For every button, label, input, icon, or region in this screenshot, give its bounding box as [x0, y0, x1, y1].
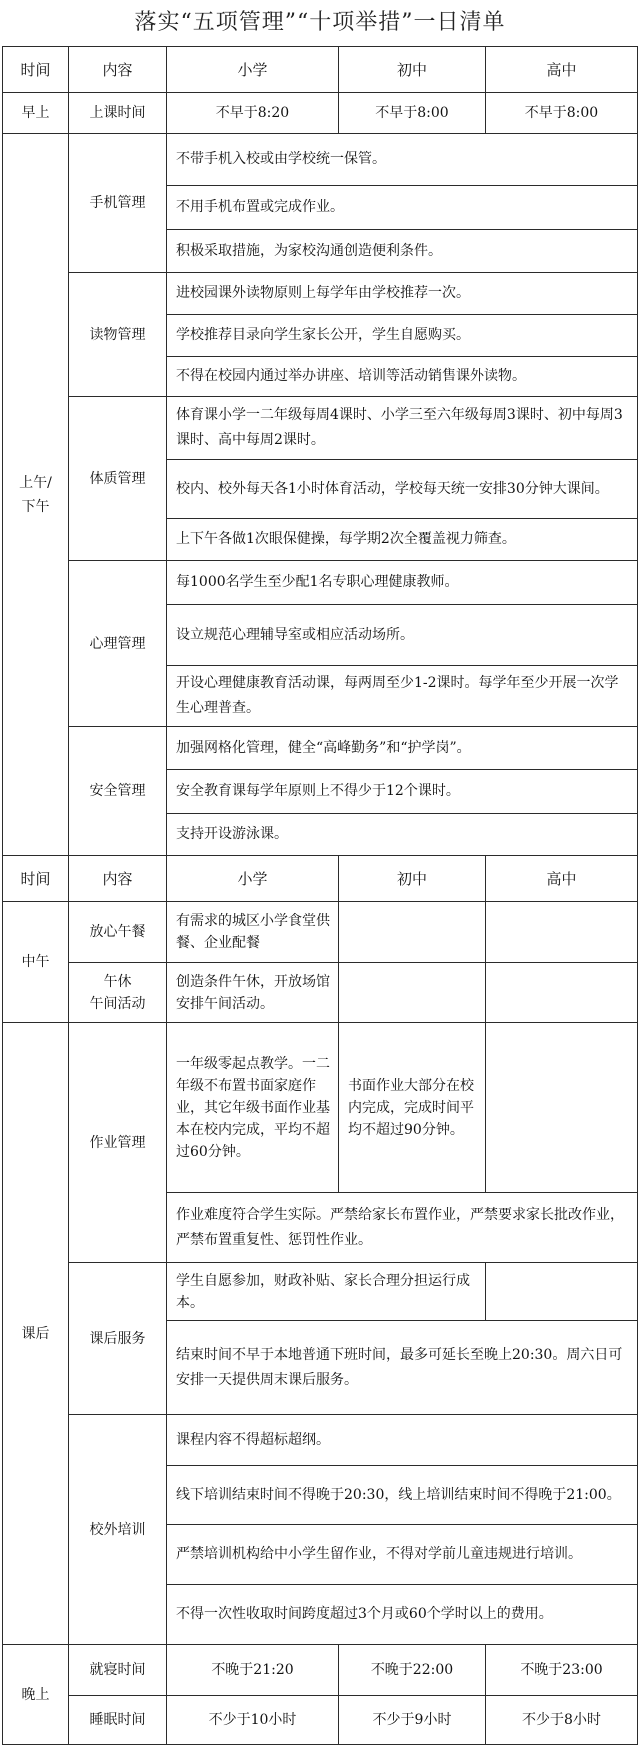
value-primary: 有需求的城区小学食堂供餐、企业配餐 [176, 913, 330, 951]
value-junior: 不早于8:00 [375, 105, 449, 121]
rule-line: 加强网格化管理，健全“高峰勤务”和“护学岗”。 [176, 739, 471, 756]
item-daytime: 安全管理 [89, 783, 146, 799]
rule-line: 安全教育课每学年原则上不得少于12个课时。 [176, 783, 460, 799]
header-junior: 初中 [396, 60, 427, 79]
value-primary: 不早于8:20 [215, 105, 290, 121]
item-daytime: 手机管理 [89, 195, 146, 211]
item-class-start: 上课时间 [89, 105, 146, 121]
period-daytime: 上午/ 下午 [19, 474, 52, 515]
table-rule [637, 92, 638, 134]
header-primary: 小学 [237, 869, 268, 888]
item-after-service: 课后服务 [89, 1330, 146, 1347]
rule-line: 设立规范心理辅导室或相应活动场所。 [176, 626, 414, 643]
header-primary: 小学 [237, 60, 268, 79]
value-primary: 不晚于21:20 [211, 1662, 294, 1678]
value-senior: 不少于8小时 [522, 1712, 601, 1728]
rule-line: 不得在校园内通过举办讲座、培训等活动销售课外读物。 [176, 368, 526, 384]
rule-line: 课程内容不得超标超纲。 [176, 1431, 330, 1448]
period-evening: 晚上 [21, 1686, 50, 1703]
rule-line: 严禁培训机构给中小学生留作业，不得对学前儿童违规进行培训。 [176, 1546, 582, 1562]
value-primary: 创造条件午休，开放场馆安排午间活动。 [176, 973, 330, 1012]
item-homework: 作业管理 [89, 1134, 146, 1151]
table-rule [637, 46, 638, 93]
header-senior: 高中 [546, 869, 577, 888]
table-rule [637, 1022, 638, 1645]
value-senior: 不早于8:00 [524, 105, 599, 121]
table-rule [485, 1262, 486, 1321]
rule-line: 支持开设游泳课。 [176, 826, 288, 842]
header-senior: 高中 [546, 60, 577, 79]
value-primary: 不少于10小时 [208, 1712, 297, 1728]
rule-line: 不带手机入校或由学校统一保管。 [176, 151, 386, 167]
value-junior: 书面作业大部分在校内完成，完成时间平均不超过90分钟。 [348, 1077, 474, 1138]
item-daytime: 心理管理 [89, 635, 146, 652]
header-junior: 初中 [396, 869, 427, 888]
table-rule [637, 133, 638, 856]
header-content: 内容 [102, 60, 133, 79]
rule-line: 开设心理健康教育活动课，每两周至少1-2课时。每学年至少开展一次学生心理普查。 [176, 675, 619, 716]
item-lunch: 放心午餐 [89, 924, 146, 940]
value-junior: 不少于9小时 [372, 1712, 452, 1728]
rule-line: 上下午各做1次眼保健操，每学期2次全覆盖视力筛查。 [176, 531, 516, 547]
period-morning: 早上 [21, 105, 50, 121]
rule-line: 每1000名学生至少配1名专职心理健康教师。 [176, 574, 459, 590]
item-training: 校外培训 [89, 1521, 146, 1538]
value-primary-junior: 学生自愿参加，财政补贴、家长合理分担运行成本。 [176, 1272, 470, 1311]
rule-line: 作业难度符合学生实际。严禁给家长布置作业，严禁要求家长批改作业，严禁布置重复性、惩罚性作业。 [176, 1206, 624, 1248]
value-senior: 不晚于23:00 [520, 1662, 603, 1678]
rule-line: 学校推荐目录向学生家长公开，学生自愿购买。 [176, 327, 470, 343]
item-sleep: 睡眠时间 [89, 1712, 146, 1728]
header-time: 时间 [20, 869, 51, 888]
item-daytime: 体质管理 [89, 470, 146, 487]
rule-line: 体育课小学一二年级每周4课时、小学三至六年级每周3课时、初中每周3课时、高中每周2课时。 [176, 407, 623, 448]
rule-line: 积极采取措施，为家校沟通创造便利条件。 [176, 242, 442, 259]
period-afterschool: 课后 [21, 1325, 50, 1342]
header-content: 内容 [102, 869, 133, 888]
rule-line: 进校园课外读物原则上每学年由学校推荐一次。 [176, 285, 470, 301]
rule-line: 校内、校外每天各1小时体育活动，学校每天统一安排30分钟大课间。 [176, 480, 609, 497]
rule-line: 结束时间不早于本地普通下班时间，最多可延长至晚上20:30。周六日可安排一天提供周末课后服务。 [176, 1346, 623, 1388]
rule-line: 不用手机布置或完成作业。 [176, 199, 344, 215]
item-bedtime: 就寝时间 [89, 1662, 146, 1678]
rule-line: 线下培训结束时间不得晚于20:30，线上培训结束时间不得晚于21:00。 [176, 1486, 621, 1503]
table-rule [2, 1744, 638, 1745]
value-primary: 一年级零起点教学。一二年级不布置书面家庭作业，其它年级书面作业基本在校内完成，平均不超过60分钟。 [176, 1055, 330, 1160]
value-junior: 不晚于22:00 [370, 1662, 454, 1678]
rule-line: 不得一次性收取时间跨度超过3个月或60个学时以上的费用。 [176, 1606, 553, 1622]
header-time: 时间 [20, 60, 51, 79]
table-rule [637, 855, 638, 902]
item-daytime: 读物管理 [89, 326, 146, 343]
item-noon-rest: 午休 午间活动 [89, 973, 146, 1012]
page-title: 落实“五项管理”“十项举措”一日清单 [134, 10, 506, 35]
table-rule [485, 1022, 486, 1193]
period-noon: 中午 [21, 954, 50, 970]
